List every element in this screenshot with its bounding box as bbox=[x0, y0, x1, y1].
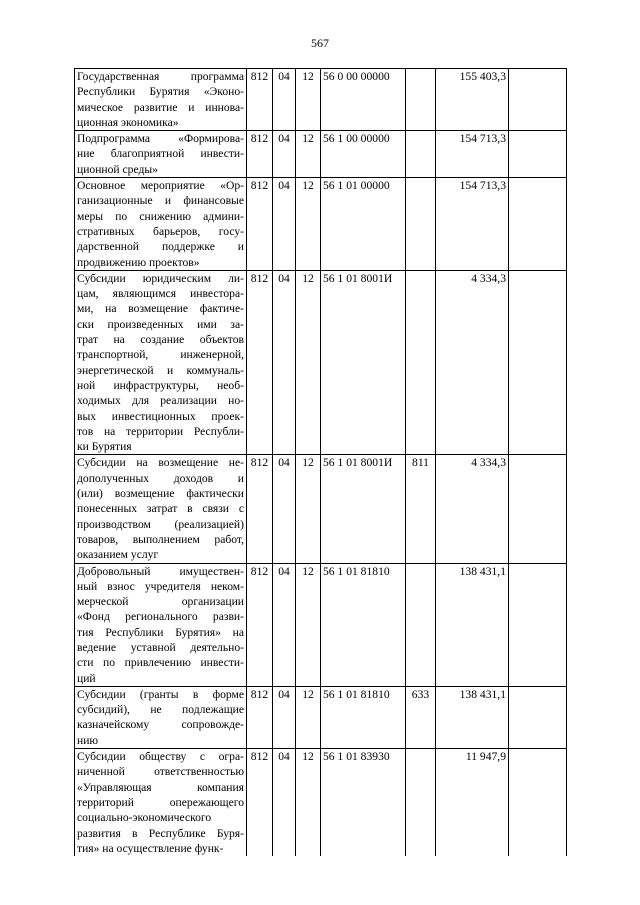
item-name-line: (или) возмещение фактически bbox=[77, 487, 244, 501]
item-name-line: Государственная программа bbox=[77, 70, 244, 83]
item-name-line: ганизационные и финансовые bbox=[77, 194, 244, 208]
subsection-cell: 12 bbox=[296, 563, 321, 686]
section-cell: 04 bbox=[273, 455, 296, 563]
table-row bbox=[75, 563, 567, 686]
section-cell: 04 bbox=[273, 563, 296, 686]
item-name-line: дарственной поддержке и bbox=[77, 240, 244, 254]
item-name-line: ведение уставной деятельно- bbox=[77, 640, 244, 654]
target-article-cell: 56 1 01 81810 bbox=[321, 563, 406, 686]
grbs-cell: 812 bbox=[247, 69, 273, 131]
item-name-line: вых инвестиционных проек- bbox=[77, 409, 244, 423]
item-name-cell bbox=[75, 686, 247, 748]
item-name-line: ций bbox=[77, 671, 96, 685]
expense-type-cell bbox=[406, 69, 436, 131]
table-row bbox=[75, 686, 567, 748]
item-name-line: Основное мероприятие «Ор- bbox=[77, 179, 244, 193]
amount-cell: 138 431,1 bbox=[436, 563, 509, 686]
amount-cell: 154 713,3 bbox=[436, 131, 509, 178]
item-name-line: продвижению проектов» bbox=[77, 255, 200, 269]
item-name-cell bbox=[75, 749, 247, 857]
item-name-line: Республики Бурятия «Эконо- bbox=[77, 85, 244, 99]
item-name-line: Добровольный имуществен- bbox=[77, 564, 244, 578]
item-name-line: оказанием услуг bbox=[77, 548, 159, 562]
empty-cell bbox=[509, 131, 567, 178]
target-article-cell: 56 1 01 81810 bbox=[321, 686, 406, 748]
target-article-cell: 56 0 00 00000 bbox=[321, 69, 406, 131]
item-name-line: развития в Республике Буря- bbox=[77, 826, 244, 840]
budget-table bbox=[74, 68, 567, 856]
item-name-cell bbox=[75, 131, 247, 178]
item-name-cell bbox=[75, 455, 247, 563]
item-name-line: производством (реализацией) bbox=[77, 517, 244, 531]
item-name-line: Субсидии обществу с огра- bbox=[77, 750, 244, 764]
amount-cell: 4 334,3 bbox=[436, 270, 509, 455]
subsection-cell: 12 bbox=[296, 686, 321, 748]
target-article-cell: 56 1 00 00000 bbox=[321, 131, 406, 178]
table-row bbox=[75, 455, 567, 563]
expense-type-cell: 811 bbox=[406, 455, 436, 563]
item-name-line: субсидий), не подлежащие bbox=[77, 703, 244, 717]
item-name-line: ние благоприятной инвести- bbox=[77, 147, 244, 161]
item-name-line: мическое развитие и иннова- bbox=[77, 100, 244, 114]
table-row bbox=[75, 270, 567, 455]
section-cell: 04 bbox=[273, 686, 296, 748]
table-row bbox=[75, 131, 567, 178]
item-name-line: «Фонд регионального разви- bbox=[77, 610, 244, 624]
empty-cell bbox=[509, 686, 567, 748]
subsection-cell: 12 bbox=[296, 455, 321, 563]
item-name-line: ходимых для реализации но- bbox=[77, 394, 244, 408]
item-name-line: казначейскому сопровожде- bbox=[77, 718, 244, 732]
target-article-cell: 56 1 01 00000 bbox=[321, 178, 406, 271]
subsection-cell: 12 bbox=[296, 131, 321, 178]
section-cell: 04 bbox=[273, 178, 296, 271]
item-name-cell bbox=[75, 270, 247, 455]
empty-cell bbox=[509, 749, 567, 857]
table-body bbox=[75, 69, 567, 857]
empty-cell bbox=[509, 178, 567, 271]
expense-type-cell bbox=[406, 178, 436, 271]
empty-cell bbox=[509, 69, 567, 131]
item-name-line: трат на создание объектов bbox=[77, 333, 244, 347]
subsection-cell: 12 bbox=[296, 178, 321, 271]
item-name-line: Субсидии на возмещение не- bbox=[77, 456, 244, 470]
item-name-line: тия Республики Бурятия» на bbox=[77, 625, 244, 639]
empty-cell bbox=[509, 270, 567, 455]
section-cell: 04 bbox=[273, 270, 296, 455]
item-name-line: тия» на осуществление функ- bbox=[77, 841, 224, 855]
item-name-line: сти по привлечению инвести- bbox=[77, 656, 244, 670]
item-name-line: ки Бурятия bbox=[77, 440, 132, 454]
expense-type-cell bbox=[406, 563, 436, 686]
subsection-cell: 12 bbox=[296, 749, 321, 857]
grbs-cell: 812 bbox=[247, 131, 273, 178]
item-name-line: понесенных затрат в связи с bbox=[77, 502, 244, 516]
section-cell: 04 bbox=[273, 131, 296, 178]
item-name-line: ный взнос учредителя неком- bbox=[77, 579, 244, 593]
item-name-line: ми, на возмещение фактиче- bbox=[77, 302, 244, 316]
section-cell: 04 bbox=[273, 749, 296, 857]
item-name-line: энергетической и коммуналь- bbox=[77, 363, 244, 377]
item-name-line: цам, являющимся инвестора- bbox=[77, 287, 244, 301]
item-name-line: территорий опережающего bbox=[77, 795, 244, 809]
amount-cell: 11 947,9 bbox=[436, 749, 509, 857]
expense-type-cell bbox=[406, 131, 436, 178]
empty-cell bbox=[509, 563, 567, 686]
target-article-cell: 56 1 01 8001И bbox=[321, 455, 406, 563]
item-name-line: тов на территории Республи- bbox=[77, 424, 244, 438]
item-name-line: ски произведенных ими за- bbox=[77, 317, 244, 331]
item-name-line: дополученных доходов и bbox=[77, 471, 244, 485]
item-name-line: «Управляющая компания bbox=[77, 780, 244, 794]
table-row bbox=[75, 69, 567, 131]
item-name-line: ционная экономика» bbox=[77, 115, 179, 129]
item-name-line: меры по снижению админи- bbox=[77, 209, 244, 223]
grbs-cell: 812 bbox=[247, 749, 273, 857]
amount-cell: 155 403,3 bbox=[436, 69, 509, 131]
target-article-cell: 56 1 01 83930 bbox=[321, 749, 406, 857]
grbs-cell: 812 bbox=[247, 270, 273, 455]
grbs-cell: 812 bbox=[247, 178, 273, 271]
item-name-line: Подпрограмма «Формирова- bbox=[77, 132, 244, 146]
item-name-cell bbox=[75, 178, 247, 271]
table-row bbox=[75, 178, 567, 271]
target-article-cell: 56 1 01 8001И bbox=[321, 270, 406, 455]
page-number: 567 bbox=[311, 36, 329, 50]
expense-type-cell: 633 bbox=[406, 686, 436, 748]
expense-type-cell bbox=[406, 749, 436, 857]
subsection-cell: 12 bbox=[296, 69, 321, 131]
item-name-line: стративных барьеров, госу- bbox=[77, 224, 244, 238]
amount-cell: 138 431,1 bbox=[436, 686, 509, 748]
expense-type-cell bbox=[406, 270, 436, 455]
grbs-cell: 812 bbox=[247, 686, 273, 748]
table-row bbox=[75, 749, 567, 857]
item-name-line: Субсидии юридическим ли- bbox=[77, 271, 244, 285]
section-cell: 04 bbox=[273, 69, 296, 131]
item-name-line: социально-экономического bbox=[77, 811, 212, 825]
grbs-cell: 812 bbox=[247, 455, 273, 563]
item-name-line: нию bbox=[77, 733, 99, 747]
item-name-line: Субсидии (гранты в форме bbox=[77, 687, 244, 701]
amount-cell: 4 334,3 bbox=[436, 455, 509, 563]
empty-cell bbox=[509, 455, 567, 563]
item-name-line: ниченной ответственностью bbox=[77, 765, 244, 779]
item-name-line: ной инфраструктуры, необ- bbox=[77, 378, 244, 392]
amount-cell: 154 713,3 bbox=[436, 178, 509, 271]
subsection-cell: 12 bbox=[296, 270, 321, 455]
item-name-cell bbox=[75, 563, 247, 686]
grbs-cell: 812 bbox=[247, 563, 273, 686]
item-name-line: товаров, выполнением работ, bbox=[77, 532, 244, 546]
item-name-line: ционной среды» bbox=[77, 162, 158, 176]
item-name-cell bbox=[75, 69, 247, 131]
item-name-line: транспортной, инженерной, bbox=[77, 348, 244, 362]
item-name-line: мерческой организации bbox=[77, 595, 244, 609]
